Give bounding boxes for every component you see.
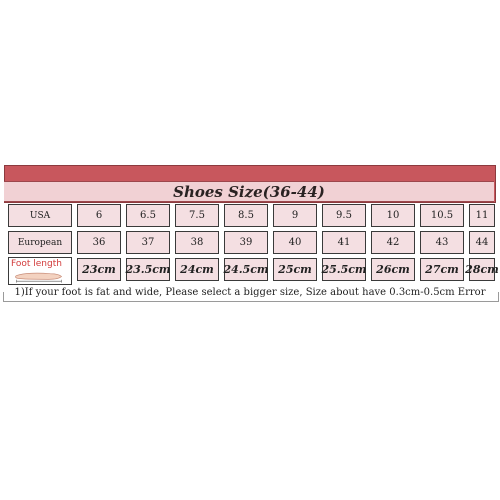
usa-size-cell: 8.5 bbox=[224, 204, 268, 227]
foot-length-cell: 23.5cm bbox=[126, 258, 170, 281]
chart-border bbox=[3, 292, 499, 302]
usa-size-cell: 6 bbox=[77, 204, 121, 227]
foot-length-cell: 25.5cm bbox=[322, 258, 366, 281]
size-note: 1)If your foot is fat and wide, Please select a bigger size, Size about have 0.3cm-0.5cm Error bbox=[14, 287, 486, 298]
foot-length-cell: 26cm bbox=[371, 258, 415, 281]
european-size-cell: 37 bbox=[126, 231, 170, 254]
foot-length-cell: 24.5cm bbox=[224, 258, 268, 281]
usa-size-cell: 11 bbox=[469, 204, 495, 227]
european-size-cell: 36 bbox=[77, 231, 121, 254]
usa-size-cell: 7.5 bbox=[175, 204, 219, 227]
usa-size-cell: 9 bbox=[273, 204, 317, 227]
usa-size-cell: 9.5 bbox=[322, 204, 366, 227]
usa-size-cell: 6.5 bbox=[126, 204, 170, 227]
european-size-cell: 43 bbox=[420, 231, 464, 254]
european-size-cell: 39 bbox=[224, 231, 268, 254]
european-size-cell: 44 bbox=[469, 231, 495, 254]
european-label: European bbox=[8, 231, 72, 254]
foot-length-cell: 28cm bbox=[469, 258, 495, 281]
foot-length-label-cell bbox=[8, 257, 72, 285]
foot-outline-icon bbox=[9, 269, 69, 284]
european-size-cell: 42 bbox=[371, 231, 415, 254]
european-size-cell: 41 bbox=[322, 231, 366, 254]
usa-size-cell: 10 bbox=[371, 204, 415, 227]
european-size-cell: 40 bbox=[273, 231, 317, 254]
chart-title: Shoes Size(36-44) bbox=[173, 183, 325, 201]
european-size-cell: 38 bbox=[175, 231, 219, 254]
foot-length-label: Foot length bbox=[11, 259, 62, 269]
foot-length-cell: 25cm bbox=[273, 258, 317, 281]
usa-size-cell: 10.5 bbox=[420, 204, 464, 227]
shoe-size-chart bbox=[4, 165, 499, 301]
foot-length-cell: 27cm bbox=[420, 258, 464, 281]
usa-label: USA bbox=[8, 204, 72, 227]
foot-length-cell: 24cm bbox=[175, 258, 219, 281]
foot-length-cell: 23cm bbox=[77, 258, 121, 281]
